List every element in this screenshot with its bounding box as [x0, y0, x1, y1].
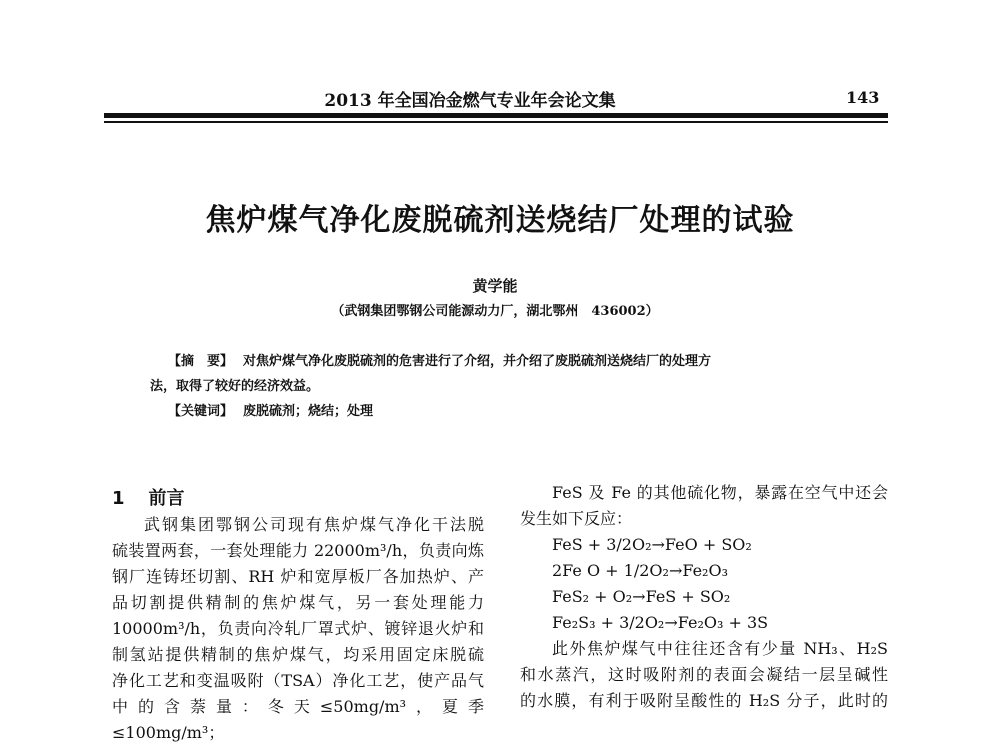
equation: 2Fe O + 1/2O₂→Fe₂O₃	[552, 561, 728, 580]
equation: Fe₂S₃ + 3/2O₂→Fe₂O₃ + 3S	[552, 613, 769, 632]
body-line: 净化工艺和变温吸附（TSA）净化工艺，使产品气	[112, 671, 484, 690]
equation: FeS + 3/2O₂→FeO + SO₂	[552, 535, 752, 554]
abstract-text: 对焦炉煤气净化废脱硫剂的危害进行了介绍，并介绍了废脱硫剂送烧结厂的处理方	[243, 354, 712, 369]
body-line: FeS 及 Fe 的其他硫化物，暴露在空气中还会	[552, 483, 888, 502]
affiliation: （武钢集团鄂钢公司能源动力厂，湖北鄂州 436002）	[331, 304, 659, 319]
section-number: 1	[112, 488, 125, 509]
body-line: 品切割提供精制的焦炉煤气，另一套处理能力	[112, 593, 484, 612]
section-title: 前言	[148, 488, 185, 509]
left-column	[112, 512, 484, 742]
abstract-line-2: 法，取得了较好的经济效益。	[150, 379, 320, 394]
body-line: 硫装置两套，一套处理能力 22000m³/h，负责向炼	[112, 541, 484, 560]
body-line: 的水膜，有利于吸附呈酸性的 H₂S 分子，此时的	[520, 691, 888, 710]
body-line: 发生如下反应：	[520, 509, 633, 528]
abstract-label: 【摘 要】	[168, 354, 234, 369]
keywords-text: 废脱硫剂；烧结；处理	[243, 404, 374, 419]
running-head-title: 2013 年全国冶金燃气专业年会论文集	[324, 91, 616, 111]
author: 黄学能	[472, 277, 518, 295]
equation: FeS₂ + O₂→FeS + SO₂	[552, 587, 731, 606]
header-rule-thin	[104, 121, 888, 123]
body-line: 中的含萘量：冬天≤50mg/m³，夏季≤100mg/m³；	[112, 697, 484, 742]
body-line: 和水蒸汽，这时吸附剂的表面会凝结一层呈碱性	[520, 665, 888, 684]
body-line: 钢厂连铸坯切割、RH 炉和宽厚板厂各加热炉、产	[112, 567, 484, 586]
right-column	[520, 480, 888, 714]
body-line: 10000m³/h，负责向冷轧厂罩式炉、镀锌退火炉和	[112, 619, 484, 638]
body-line: 制氢站提供精制的焦炉煤气，均采用固定床脱硫	[112, 645, 484, 664]
keywords-line	[168, 400, 373, 419]
abstract-line-1	[168, 350, 711, 369]
keywords-label: 【关键词】	[168, 404, 234, 419]
page-number: 143	[846, 88, 880, 107]
body-line: 此外焦炉煤气中往往还含有少量 NH₃、H₂S	[552, 639, 888, 658]
section-heading	[112, 484, 185, 510]
header-rule-thick	[104, 113, 888, 118]
body-line: 武钢集团鄂钢公司现有焦炉煤气净化干法脱	[144, 515, 484, 534]
article-title: 焦炉煤气净化废脱硫剂送烧结厂处理的试验	[205, 203, 795, 238]
